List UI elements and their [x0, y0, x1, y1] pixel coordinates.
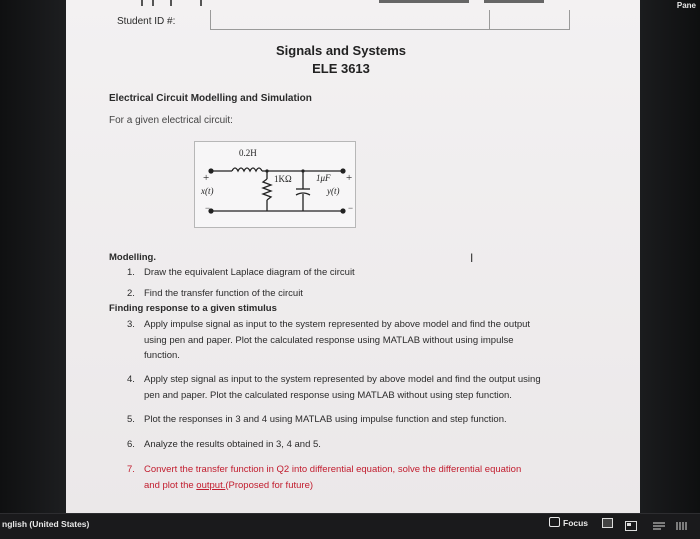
list-item-1: 1. Draw the equivalent Laplace diagram of the circuit	[127, 267, 355, 278]
input-minus: −	[205, 203, 211, 213]
student-id-table[interactable]	[210, 10, 570, 30]
list-item-2: 2. Find the transfer function of the circuit	[127, 288, 303, 299]
input-plus: +	[203, 172, 210, 184]
title-course: Signals and Systems	[275, 43, 407, 58]
list-item-4: 4. Apply step signal as input to the system represented by above model and find the output using pen and paper. Plot the calculated response using MATLAB without using step function.	[127, 374, 541, 401]
section-title: Electrical Circuit Modelling and Simulation	[109, 93, 312, 104]
list-item-7: 7. Convert the transfer function in Q2 into differential equation, solve the differential equation and plot the output.(Proposed for future)	[127, 464, 522, 491]
list-item-5: 5. Plot the responses in 3 and 4 using MATLAB using impulse function and step function.	[127, 414, 507, 425]
given-circuit-text: For a given electrical circuit:	[109, 115, 233, 126]
pane-label[interactable]: Pane	[676, 1, 696, 10]
inductor-label: 0.2H	[239, 148, 257, 158]
circuit-schematic	[195, 142, 355, 227]
output-minus: −	[348, 203, 354, 213]
output-label: y(t)	[327, 186, 340, 196]
right-background	[640, 0, 700, 538]
print-layout-icon[interactable]	[625, 518, 637, 528]
text-cursor-icon: I	[470, 251, 474, 265]
modelling-heading: Modelling.	[109, 252, 156, 263]
title-code: ELE 3613	[312, 61, 370, 76]
document-page[interactable]	[66, 0, 640, 513]
list-item-3: 3. Apply impulse signal as input to the system represented by above model and find the output using pen and paper. Plot the calculated response using MATLAB without using impulse function.	[127, 319, 531, 361]
circuit-diagram	[194, 141, 356, 228]
language-indicator[interactable]: nglish (United States)	[2, 519, 90, 529]
student-id-label: Student ID #:	[117, 16, 176, 27]
resistor-label: 1KΩ	[274, 174, 292, 184]
focus-button[interactable]: Focus	[549, 517, 588, 528]
input-label: x(t)	[201, 186, 214, 196]
zoom-icon[interactable]	[676, 518, 688, 528]
left-background	[0, 0, 66, 538]
output-link[interactable]: output.	[196, 479, 226, 491]
output-plus: +	[346, 172, 353, 184]
web-layout-icon[interactable]	[653, 518, 665, 528]
status-bar	[0, 513, 700, 539]
focus-icon	[549, 517, 560, 527]
read-mode-icon[interactable]	[602, 518, 613, 528]
capacitor-label: 1μF	[316, 173, 331, 183]
list-item-6: 6. Analyze the results obtained in 3, 4 and 5.	[127, 439, 321, 450]
page-top-marks	[66, 0, 640, 6]
page-title	[256, 42, 426, 78]
finding-heading: Finding response to a given stimulus	[109, 303, 277, 314]
